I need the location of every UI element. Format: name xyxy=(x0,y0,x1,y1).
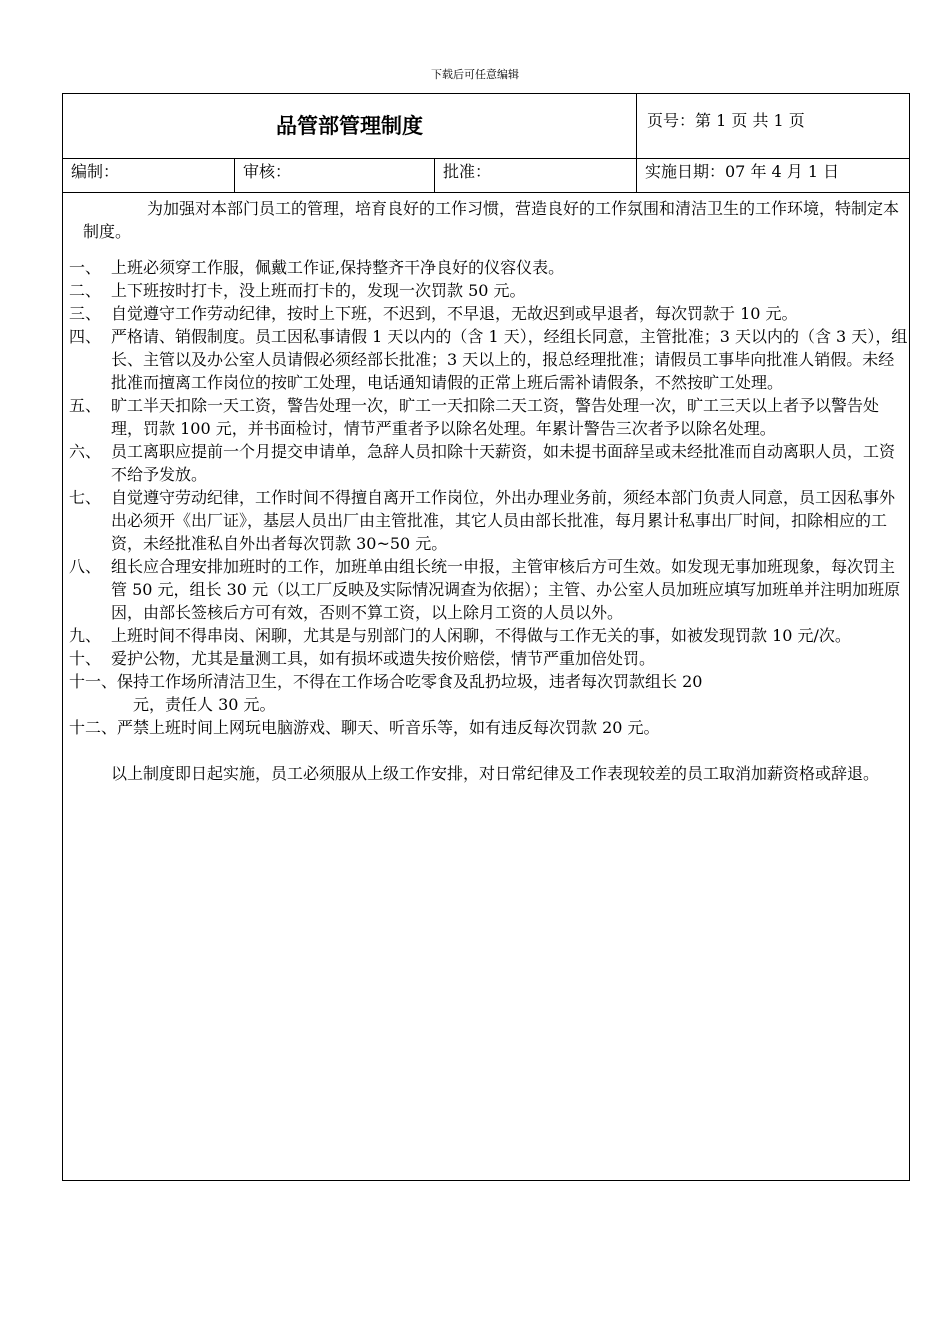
rule-number: 十二、 xyxy=(69,718,118,737)
rule-text: 上班必须穿工作服，佩戴工作证,保持整齐干净良好的仪容仪表。 xyxy=(111,258,565,277)
title-row xyxy=(63,94,909,159)
rule-text: 上下班按时打卡，没上班而打卡的，发现一次罚款 50 元。 xyxy=(111,281,526,300)
signoff-row xyxy=(63,158,909,193)
rule-item xyxy=(69,325,909,394)
rule-number: 八、 xyxy=(69,557,102,576)
policy-table xyxy=(62,93,910,1181)
approved-by-field: 批准： xyxy=(435,158,637,192)
rule-number: 六、 xyxy=(69,442,102,461)
policy-body xyxy=(69,197,909,785)
rule-number: 七、 xyxy=(69,488,102,507)
rule-text: 上班时间不得串岗、闲聊，尤其是与别部门的人闲聊，不得做与工作无关的事，如被发现罚款 10 元/次。 xyxy=(111,626,851,645)
rule-item xyxy=(69,647,909,670)
rule-number: 一、 xyxy=(69,258,102,277)
intro-paragraph: 为加强对本部门员工的管理，培育良好的工作习惯，营造良好的工作氛围和清洁卫生的工作环境，特制定本制度。 xyxy=(83,199,900,241)
rule-number: 十一、 xyxy=(69,672,118,691)
rule-item xyxy=(69,486,909,555)
header-note: 下载后可任意编辑 xyxy=(431,68,519,81)
rule-text: 爱护公物，尤其是量测工具，如有损坏或遗失按价赔偿，情节严重加倍处罚。 xyxy=(111,649,656,668)
rule-text: 员工离职应提前一个月提交申请单，急辞人员扣除十天薪资，如未提书面辞呈或未经批准而自动离职人员，工资不给予发放。 xyxy=(111,442,896,484)
compiled-by-field: 编制： xyxy=(63,158,235,192)
rule-text: 自觉遵守劳动纪律，工作时间不得擅自离开工作岗位，外出办理业务前，须经本部门负责人同意，员工因私事外出必须开《出厂证》，基层人员出厂由主管批准，其它人员由部长批准，每月累计私事出厂时间，扣除相应的工资，未经批准私自外出者每次罚款 30~50 元。 xyxy=(111,488,896,553)
page-number: 页号：第 1 页 共 1 页 xyxy=(647,111,805,130)
rule-item xyxy=(69,670,909,716)
rule-text: 保持工作场所清洁卫生，不得在工作场合吃零食及乱扔垃圾，违者每次罚款组长 20 xyxy=(117,672,703,691)
rule-number: 三、 xyxy=(69,304,102,323)
rule-item xyxy=(69,440,909,486)
closing-paragraph: 以上制度即日起实施，员工必须服从上级工作安排，对日常纪律及工作表现较差的员工取消加薪资格或辞退。 xyxy=(111,764,880,783)
rule-item xyxy=(69,716,909,739)
rule-text: 组长应合理安排加班时的工作，加班单由组长统一申报，主管审核后方可生效。如发现无事加班现象，每次罚主管 50 元，组长 30 元（以工厂反映及实际情况调查为依据）；主管、办公室人员加班应填写加班单并注明加班原因，由部长签核后方可有效，否则不算工资，以上除月工资的人员以外。 xyxy=(111,557,901,622)
rule-item xyxy=(69,394,909,440)
rule-item xyxy=(69,555,909,624)
reviewed-by-field: 审核： xyxy=(235,158,435,192)
rule-item xyxy=(69,302,909,325)
rule-number: 十、 xyxy=(69,649,102,668)
rule-text-continued: 元，责任人 30 元。 xyxy=(133,695,276,714)
rule-text: 旷工半天扣除一天工资，警告处理一次，旷工一天扣除二天工资，警告处理一次，旷工三天以上者予以警告处理，罚款 100 元，并书面检讨，情节严重者予以除名处理。年累计警告三次者予以除名处理。 xyxy=(111,396,880,438)
rule-item xyxy=(69,624,909,647)
rule-item xyxy=(69,279,909,302)
rule-number: 五、 xyxy=(69,396,102,415)
effective-date-field: 实施日期：07 年 4 月 1 日 xyxy=(645,162,840,181)
rule-number: 二、 xyxy=(69,281,102,300)
rule-item xyxy=(69,256,909,279)
document-title: 品管部管理制度 xyxy=(63,94,637,158)
rule-number: 九、 xyxy=(69,626,102,645)
rule-text: 自觉遵守工作劳动纪律，按时上下班，不迟到，不早退，无故迟到或早退者，每次罚款于 10 元。 xyxy=(111,304,798,323)
rule-text: 严禁上班时间上网玩电脑游戏、聊天、听音乐等，如有违反每次罚款 20 元。 xyxy=(117,718,660,737)
rule-text: 严格请、销假制度。员工因私事请假 1 天以内的（含 1 天），经组长同意，主管批准；3 天以内的（含 3 天），组长、主管以及办公室人员请假必须经部长批准；3 天以上的，报总经理批准；请假员工事毕向批准人销假。未经批准而擅离工作岗位的按旷工处理，电话通知请假的正常上班后需补请假条，不然按旷工处理。 xyxy=(111,327,908,392)
rule-number: 四、 xyxy=(69,327,102,346)
